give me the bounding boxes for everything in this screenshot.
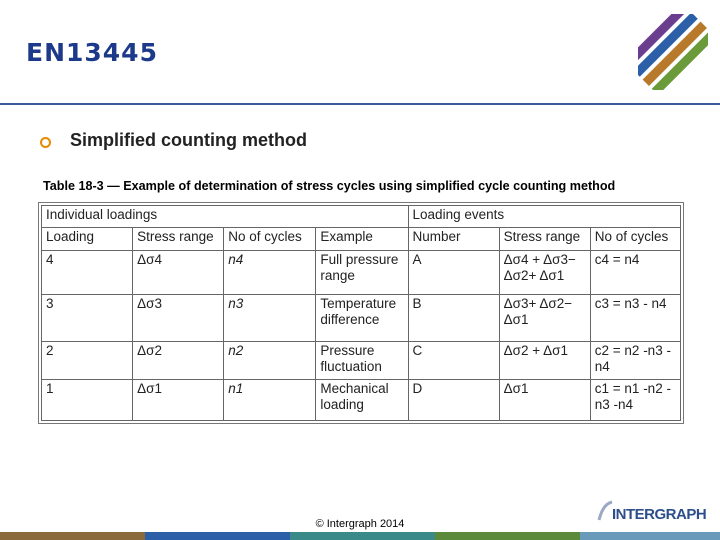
table-cell: 3 [42, 295, 133, 342]
column-header: No of cycles [224, 228, 316, 250]
column-header: Loading [42, 228, 133, 250]
table-cell: Δσ3+ Δσ2− Δσ1 [499, 295, 590, 342]
table-cell: Full pressure range [316, 250, 408, 295]
header-rule [0, 103, 720, 105]
table-cell: n3 [224, 295, 316, 342]
table-cell: 2 [42, 341, 133, 380]
table-cell: D [408, 380, 499, 421]
table-cell: C [408, 341, 499, 380]
table-cell: c3 = n3 - n4 [590, 295, 680, 342]
table-cell: Δσ3 [133, 295, 224, 342]
table-cell: Δσ4 + Δσ3− Δσ2+ Δσ1 [499, 250, 590, 295]
column-header: Number [408, 228, 499, 250]
intergraph-wordmark: INTERGRAPH [612, 506, 707, 523]
section-heading: Simplified counting method [70, 130, 307, 150]
group-header-individual-loadings: Individual loadings [42, 206, 409, 228]
table-cell: Δσ1 [499, 380, 590, 421]
table-row [42, 250, 681, 295]
column-header: No of cycles [590, 228, 680, 250]
table-row [42, 295, 681, 342]
table-cell: c2 = n2 -n3 -n4 [590, 341, 680, 380]
copyright-footer: © Intergraph 2014 [315, 518, 405, 530]
table-caption: Table 18-3 — Example of determination of stress cycles using simplified cycle counting method [43, 179, 616, 193]
table-cell: Temperature difference [316, 295, 408, 342]
stress-cycle-table [38, 202, 684, 424]
table-row [42, 341, 681, 380]
footer-color-bar [0, 532, 720, 540]
slide-title: EN13445 [26, 38, 158, 67]
table-cell: 4 [42, 250, 133, 295]
table-cell: Pressure fluctuation [316, 341, 408, 380]
column-header: Stress range [499, 228, 590, 250]
intergraph-stripes-logo-icon [638, 14, 708, 90]
table-cell: 1 [42, 380, 133, 421]
table-cell: n2 [224, 341, 316, 380]
table-cell: c1 = n1 -n2 -n3 -n4 [590, 380, 680, 421]
column-header: Stress range [133, 228, 224, 250]
table-cell: Δσ2 + Δσ1 [499, 341, 590, 380]
table-cell: c4 = n4 [590, 250, 680, 295]
table-cell: n4 [224, 250, 316, 295]
table-cell: A [408, 250, 499, 295]
table-cell: Δσ4 [133, 250, 224, 295]
table-cell: n1 [224, 380, 316, 421]
table-cell: Mechanical loading [316, 380, 408, 421]
intergraph-swoosh-icon [597, 500, 613, 522]
table-row [42, 380, 681, 421]
table-cell: Δσ2 [133, 341, 224, 380]
bullet-icon [40, 137, 51, 148]
table-cell: B [408, 295, 499, 342]
table-cell: Δσ1 [133, 380, 224, 421]
group-header-loading-events: Loading events [408, 206, 680, 228]
column-header: Example [316, 228, 408, 250]
